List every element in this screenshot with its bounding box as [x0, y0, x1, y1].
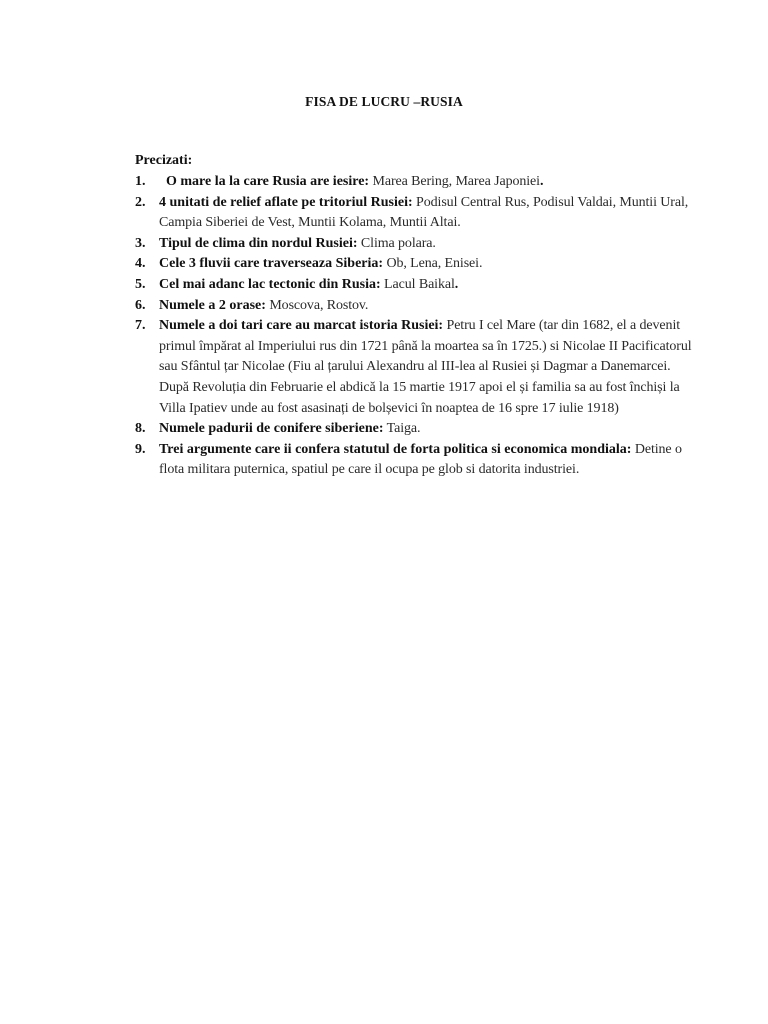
item-answer: Petru I cel Mare (tar din 1682, el a devenit primul împărat al Imperiului rus din 1721 până la moartea sa în 1725.) si Nicolae II Pacificatorul sau Sfântul țar Nicolae (Fiu al țarului Alexandru al III-lea al Rusiei și Dagmar a Danemarcei. După Revoluția din Februarie el abdică la 15 martie 1917 apoi el și familia sa au fost închiși la Villa Ipatiev unde au fost asasinați de bolșevici în noaptea de 16 spre 17 iulie 1918): [159, 318, 692, 416]
item-answer-end: .: [454, 276, 459, 292]
item-number: 6.: [135, 297, 146, 313]
list-item: [135, 193, 695, 234]
item-question: Numele a doi tari care au marcat istoria Rusiei:: [159, 318, 444, 334]
list-item: [135, 275, 695, 296]
item-answer: Clima polara.: [357, 235, 436, 251]
list-item: [135, 234, 695, 255]
item-question: Numele a 2 orase:: [159, 297, 266, 313]
item-answer: Ob, Lena, Enisei.: [383, 256, 483, 272]
list-item: [135, 440, 695, 481]
item-question: Cel mai adanc lac tectonic din Rusia:: [159, 276, 381, 292]
instructions-heading: Precizati:: [135, 153, 193, 168]
item-question: Numele padurii de conifere siberiene:: [159, 421, 384, 437]
item-number: 1.: [135, 174, 146, 189]
item-question: Trei argumente care ii confera statutul de forta politica si economica mondiala:: [159, 441, 632, 457]
question-list: [135, 172, 695, 481]
item-question: 4 unitati de relief aflate pe tritoriul Rusiei:: [159, 194, 413, 210]
item-answer-end: .: [539, 174, 544, 189]
item-answer: Moscova, Rostov.: [265, 297, 369, 313]
list-item: [135, 172, 695, 193]
item-number: 5.: [135, 276, 146, 292]
list-item: [135, 254, 695, 275]
item-number: 9.: [135, 441, 146, 457]
list-item: [135, 296, 695, 317]
item-question: Tipul de clima din nordul Rusiei:: [159, 235, 358, 251]
item-number: 7.: [135, 318, 146, 334]
item-answer: Detine o flota militara puternica, spatiul pe care il ocupa pe glob si datorita industriei.: [159, 441, 682, 478]
list-item: [135, 316, 695, 419]
document-title: FISA DE LUCRU –RUSIA: [305, 94, 463, 109]
item-answer: Taiga.: [383, 421, 421, 437]
item-answer: Podisul Central Rus, Podisul Valdai, Muntii Ural, Campia Siberiei de Vest, Muntii Kolama, Muntii Altai.: [159, 194, 689, 231]
list-item: [135, 419, 695, 440]
item-answer: Lacul Baikal: [380, 276, 455, 292]
item-question: O mare la la care Rusia are iesire:: [159, 174, 370, 189]
item-answer: Marea Bering, Marea Japoniei: [369, 174, 540, 189]
item-number: 4.: [135, 256, 146, 272]
item-number: 3.: [135, 235, 146, 251]
item-question: Cele 3 fluvii care traverseaza Siberia:: [159, 256, 384, 272]
item-number: 2.: [135, 194, 146, 210]
item-number: 8.: [135, 421, 146, 437]
